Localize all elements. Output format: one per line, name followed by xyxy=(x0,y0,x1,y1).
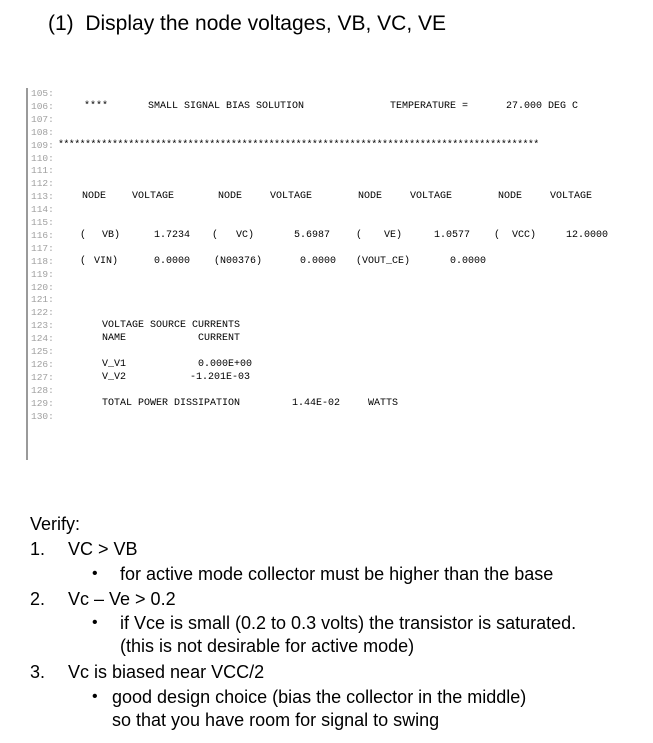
listing-line xyxy=(28,346,653,358)
listing-line xyxy=(28,153,653,165)
listing-line xyxy=(28,282,653,294)
listing-text: 0.000E+00 xyxy=(198,358,253,370)
listing-text: ( xyxy=(212,229,219,241)
listing-text: 1.44E-02 xyxy=(292,397,341,409)
listing-text: VIN) xyxy=(94,255,119,267)
line-number: 123: xyxy=(31,320,54,332)
listing-line xyxy=(28,359,653,371)
listing-line xyxy=(28,256,653,268)
listing-text: 27.000 DEG C xyxy=(506,100,579,112)
listing-line xyxy=(28,178,653,190)
listing-text: V_V2 xyxy=(102,371,127,383)
listing-text: VCC) xyxy=(512,229,537,241)
listing-text: CURRENT xyxy=(198,333,241,345)
verify-item-3-bullet-text: good design choice (bias the collector in the middle) xyxy=(112,687,527,707)
line-number: 121: xyxy=(31,294,54,306)
listing-text: WATTS xyxy=(368,397,399,409)
listing-line xyxy=(28,204,653,216)
verify-item-2-bullet-text: if Vce is small (0.2 to 0.3 volts) the transistor is saturated. xyxy=(120,613,577,633)
listing-line xyxy=(28,127,653,139)
listing-text: (N00376) xyxy=(214,255,263,267)
line-number: 111: xyxy=(31,165,54,177)
line-number: 122: xyxy=(31,307,54,319)
listing-text: 12.0000 xyxy=(566,229,609,241)
listing-text: VOLTAGE xyxy=(410,191,453,203)
verify-item-3-bullet-text-cont: so that you have room for signal to swing xyxy=(112,710,440,730)
line-number: 127: xyxy=(31,371,54,383)
line-number: 112: xyxy=(31,178,54,190)
listing-text: **** xyxy=(84,100,109,112)
line-number: 105: xyxy=(31,88,54,99)
line-number: 130: xyxy=(31,410,54,422)
verify-item-3-text: Vc is biased near VCC/2 xyxy=(68,662,265,682)
listing-text: (VOUT_CE) xyxy=(356,255,411,267)
line-number: 128: xyxy=(31,384,54,396)
listing-line xyxy=(28,101,653,113)
line-number: 113: xyxy=(31,191,54,203)
listing-text: ( xyxy=(356,229,363,241)
line-number: 107: xyxy=(31,113,54,125)
line-number: 115: xyxy=(31,217,54,228)
listing-line xyxy=(28,372,653,384)
listing-line xyxy=(28,165,653,177)
listing-text: NAME xyxy=(102,333,127,345)
listing-line xyxy=(28,217,653,229)
listing-text: TOTAL POWER DISSIPATION xyxy=(102,397,241,409)
listing-text: NODE xyxy=(218,191,243,203)
listing-text: ***************************************************************************************** xyxy=(58,139,539,151)
verify-item-2-bullet-icon: • xyxy=(92,614,98,631)
listing-text: 0.0000 xyxy=(154,255,191,267)
verify-heading: Verify: xyxy=(30,514,81,534)
listing-text: ( xyxy=(80,255,87,267)
line-number: 116: xyxy=(31,229,54,241)
listing-text: VOLTAGE xyxy=(550,191,593,203)
listing-text: 5.6987 xyxy=(294,229,331,241)
listing-line xyxy=(28,411,653,423)
listing-text: ( xyxy=(494,229,501,241)
listing-line xyxy=(28,385,653,397)
line-number: 106: xyxy=(31,100,54,112)
listing-text: -1.201E-03 xyxy=(190,371,251,383)
listing-line xyxy=(28,140,653,152)
listing-text: SMALL SIGNAL BIAS SOLUTION xyxy=(148,100,305,112)
line-number: 126: xyxy=(31,358,54,370)
line-number: 109: xyxy=(31,139,54,151)
listing-line xyxy=(28,114,653,126)
listing-line xyxy=(28,230,653,242)
listing-text: 1.0577 xyxy=(434,229,471,241)
line-number: 124: xyxy=(31,333,54,345)
listing-line xyxy=(28,320,653,332)
listing-text: NODE xyxy=(358,191,383,203)
verify-item-1-bullet-icon: • xyxy=(92,565,98,582)
listing-text: VOLTAGE xyxy=(132,191,175,203)
listing-text: 1.7234 xyxy=(154,229,191,241)
listing-text: 0.0000 xyxy=(300,255,337,267)
listing-line xyxy=(28,294,653,306)
listing-text: TEMPERATURE = xyxy=(390,100,469,112)
line-number: 118: xyxy=(31,255,54,267)
verify-item-2-bullet-text-cont: (this is not desirable for active mode) xyxy=(120,636,415,656)
listing-text: VB) xyxy=(102,229,121,241)
listing-text: NODE xyxy=(498,191,523,203)
listing-text: VOLTAGE xyxy=(270,191,313,203)
verify-item-1-number: 1. xyxy=(30,539,46,559)
listing-line xyxy=(28,333,653,345)
listing-text: ( xyxy=(80,229,87,241)
verify-item-3-bullet-icon: • xyxy=(92,688,98,705)
listing-text: 0.0000 xyxy=(450,255,487,267)
line-number: 117: xyxy=(31,242,54,254)
listing-text: VE) xyxy=(384,229,403,241)
listing-text: VC) xyxy=(236,229,255,241)
page-title: (1) Display the node voltages, VB, VC, VE xyxy=(48,12,447,35)
verify-item-2-number: 2. xyxy=(30,589,46,609)
line-number: 110: xyxy=(31,152,54,164)
listing-text: V_V1 xyxy=(102,358,127,370)
line-number: 129: xyxy=(31,397,54,409)
listing-text: NODE xyxy=(82,191,107,203)
listing-line xyxy=(28,88,653,100)
verify-item-3-number: 3. xyxy=(30,662,46,682)
verify-item-1-bullet-text: for active mode collector must be higher than the base xyxy=(120,564,554,584)
listing-line xyxy=(28,243,653,255)
listing-text: VOLTAGE SOURCE CURRENTS xyxy=(102,320,241,332)
listing-line xyxy=(28,269,653,281)
line-number: 114: xyxy=(31,204,54,216)
listing-line xyxy=(28,307,653,319)
verify-item-2-text: Vc – Ve > 0.2 xyxy=(68,589,176,609)
verify-item-1-text: VC > VB xyxy=(68,539,138,559)
listing-line xyxy=(28,191,653,203)
listing-line xyxy=(28,398,653,410)
line-number: 125: xyxy=(31,346,54,357)
simulation-output-listing xyxy=(26,88,650,460)
line-number: 120: xyxy=(31,281,54,293)
line-number: 108: xyxy=(31,126,54,138)
line-number: 119: xyxy=(31,268,54,280)
